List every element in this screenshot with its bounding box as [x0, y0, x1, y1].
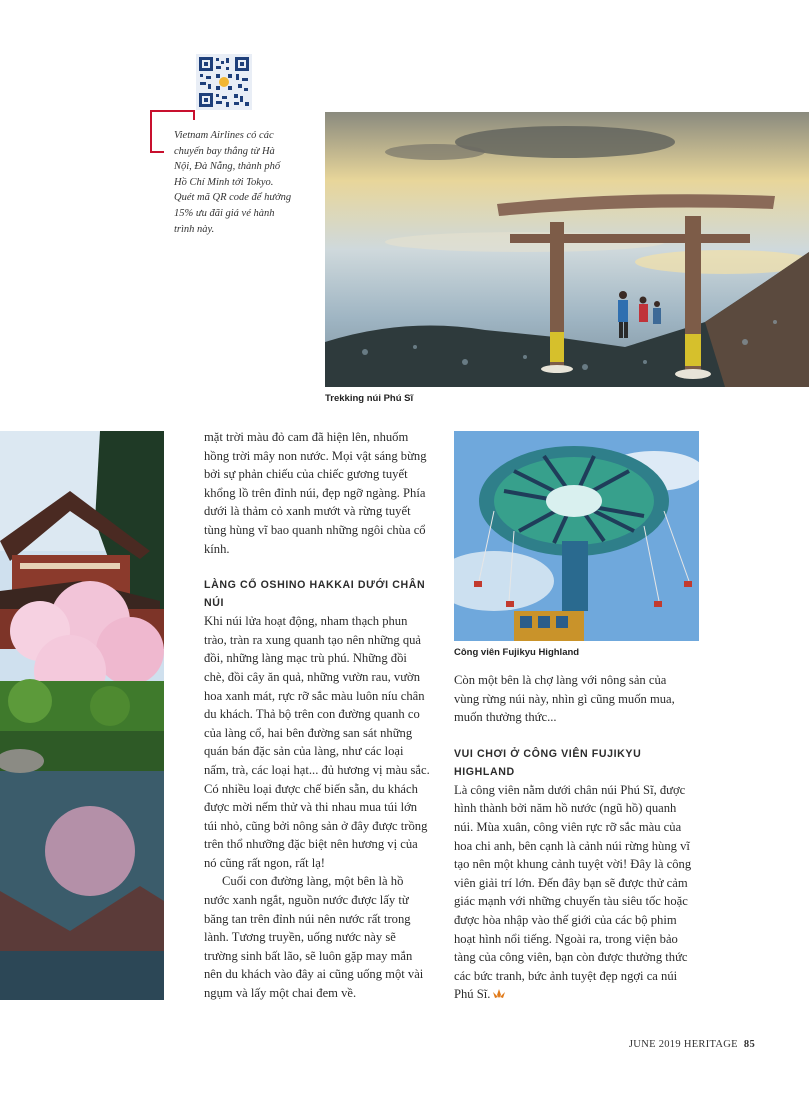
fujikyu-photo-caption: Công viên Fujikyu Highland	[454, 647, 580, 658]
issue-label: JUNE 2019 HERITAGE	[628, 1039, 738, 1050]
torii-photo-caption: Trekking núi Phú Sĩ	[325, 393, 414, 404]
section-heading-fujikyu-highland: VUI CHƠI Ở CÔNG VIÊN FUJIKYU HIGHLAND	[454, 747, 642, 778]
callout-bracket-tick	[193, 110, 195, 120]
paragraph-text: Là công viên nằm dưới chân núi Phú Sĩ, được hình thành bởi năm hồ nước (ngũ hồ) quanh núi. Mùa xuân, công viên rực rỡ sắc màu của hoa chi anh, bên cạnh là cảnh núi rừng hùng vĩ tạo nên một khung cảnh tuyệt vời! Đây là công viên giải trí lớn. Đến đây bạn sẽ được thử cảm giác mạnh với những chuyến tàu siêu tốc hoặc được hòa nhập vào thế giới của các bộ phim hoạt hình nổi tiếng. Ngoài ra, trong viện bảo tàng của công viên, bạn còn được thưởng thức các bức tranh, bức ảnh tuyệt đẹp ngợi ca núi Phú Sĩ.	[454, 782, 692, 1002]
paragraph: Còn một bên là chợ làng với nông sản của vùng rừng núi này, nhìn gì cũng muốn mua, muốn thưởng thức...	[454, 673, 675, 725]
page-number: 85	[743, 1039, 755, 1050]
pagoda-cherry-blossom-photo	[0, 431, 164, 1000]
page-footer	[629, 1039, 755, 1050]
section-heading-oshino-hakkai: LÀNG CỔ OSHINO HAKKAI DƯỚI CHÂN NÚI	[204, 579, 426, 610]
paragraph: Cuối con đường làng, một bên là hồ nước xanh ngắt, nguồn nước được lấy từ băng tan trên đỉnh núi nên nước rất trong lành. Tương truyền, uống nước này sẽ trường sinh bất lão, sẽ luôn gặp may mắn nên du khách vào đây ai cũng uống một vài ngụm và lấy một chai đem về.	[204, 874, 424, 1001]
paragraph: mặt trời màu đỏ cam đã hiện lên, nhuốm hồng trời mây non nước. Mọi vật sáng bừng bởi sự phản chiếu của chiếc gương tuyết khổng lồ trên đỉnh núi, đẹp ngỡ ngàng. Phía dưới là thảm cỏ xanh mướt và rừng tuyết tùng hùng vĩ bao quanh những ngôi chùa cổ kính.	[204, 430, 427, 556]
fujikyu-park-photo	[454, 431, 699, 641]
callout-bracket-side	[150, 110, 152, 152]
qr-promo-note: Vietnam Airlines có các chuyến bay thẳng từ Hà Nội, Đà Nẵng, thành phố Hồ Chí Minh tới Tokyo. Quét mã QR code để hưởng 15% ưu đãi giá vé hành trình này.	[174, 130, 292, 235]
lotus-end-icon	[492, 986, 506, 996]
article-column-left	[204, 428, 430, 1003]
torii-photo	[325, 112, 809, 387]
paragraph: Khi núi lửa hoạt động, nham thạch phun trào, tràn ra xung quanh tạo nên những quả đồi, những làng mạc trù phú. Những đồi chè, đồi cây ăn quả, những vườn rau, vườn hoa xanh mát, rực rỡ sắc màu luôn níu chân du khách. Thả bộ trên con đường quanh co của làng cổ, hai bên đường san sát những quán bán đặc sản của làng, như các loại nấm, trà, các loại hạt... đủ hương vị màu sắc. Có nhiều loại được chế biến sẵn, du khách được mời nếm thử và thi nhau mua túi lớn túi nhỏ, cũng bởi nông sản ở đây được trồng trên thổ nhưỡng đặc biệt nên hương vị của nó cũng rất ngon, rất lạ!	[204, 614, 430, 870]
callout-bracket-bottom	[150, 151, 164, 153]
callout-bracket-top	[150, 110, 194, 112]
article-column-right	[454, 671, 694, 1004]
qr-code-icon[interactable]	[196, 54, 252, 110]
paragraph	[454, 781, 694, 1004]
